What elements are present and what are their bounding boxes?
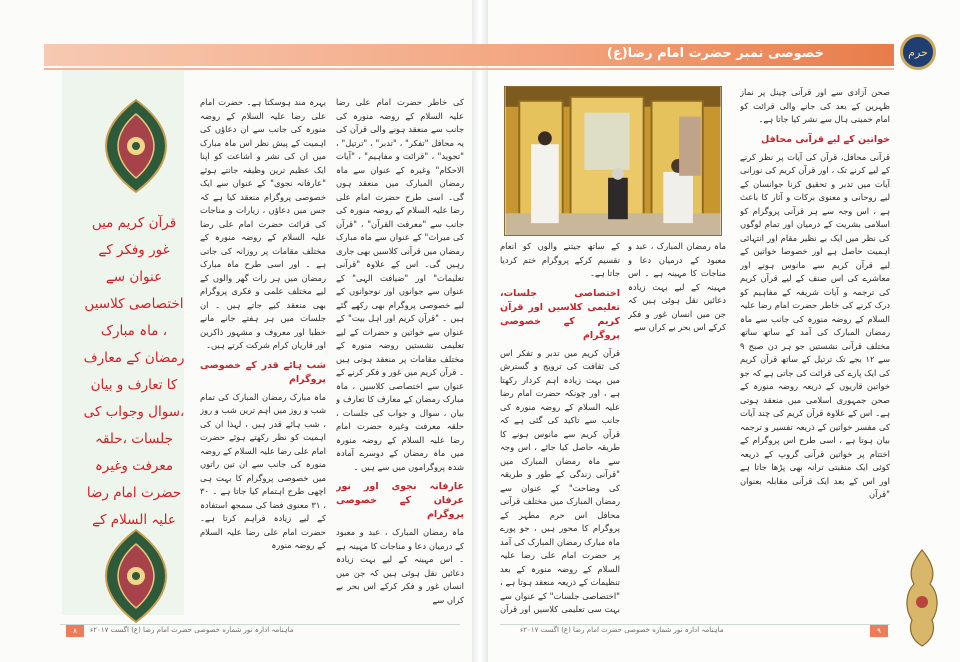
shrine-photo	[504, 86, 722, 236]
page-gutter	[472, 0, 488, 662]
shrine-logo	[900, 34, 936, 70]
right-page-number: ۹	[870, 625, 888, 637]
column-2b-body: ماہ رمضان المبارک ، عبد و معبود کے درمیان دعا و مناجات کا مہینہ ہے ۔ اس مہینہ کے لیے بہت زیادہ دعائیں نقل ہوئی ہیں کہ جن میں انسان غور و فکر کرکے اس بحر بے کراں سے	[628, 241, 726, 332]
ornament-medallion-bottom-icon	[100, 528, 172, 624]
ornament-medallion-icon	[100, 98, 172, 194]
column-2-heading: اختصاصی جلسات، تعلیمی کلاسیں اور قرآن کریم کے خصوصی پروگرام	[500, 287, 620, 341]
pull-quote: قرآن کریم میں غور وفکر کے عنوان سے اختصاصی کلاسیں ، ماہ مبارک رمضان کے معارف کا تعارف و بیان ،سوال وجواب کی جلسات ،حلقہ معرفت وغیرہ حضرت امام رضا علیہ السلام کے	[83, 215, 185, 528]
left-page-number: ۸	[66, 625, 84, 637]
column-1-heading: خواتین کے لیے قرآنی محافل	[761, 133, 890, 145]
column-4-body: بہرہ مند ہوسکتا ہے۔ حضرت امام علی رضا علیہ السلام کے روضہ منورہ کی جانب سے ان دعاؤں کی اہمیت کے پیش نظر اس ماہ مبارک میں ان کی نشر و اشاعت کو اپنا ایک عظیم ترین وظیفہ جانتے ہوئے "عارفانہ نجوی" کے عنوان سے ایک خصوصی پروگرام منعقد کیا ہے کہ جس میں دعاؤں ، زیارات و مناجات کی قرائت حضرت امام علی رضا علیہ السلام کے روضہ منورہ کے مختلف مقامات پر روزانہ کی جاتی ہے ۔ اور اسی طرح ماہ مبارک رمضان میں ہر رات گھر والوں کے لیے مختلف علمی و فکری پروگرام بھی منعقد کیے جاتے ہیں ۔ ان جلسات میں ہر ہفتے جانے مانے خطبا اور معروف و مشہور ذاکرین اور قاریان کرام شرکت کرتے ہیں۔	[200, 97, 326, 350]
column-4	[200, 96, 326, 616]
column-1-body: قرآنی محافل، قرآن کی آیات پر نظر کرنے کے لیے کرنے تک ، اور قرآن کریم کی نورانی آیات میں تدبر و تحقیق کرنا جوانسان کے لیے روحانی و معنوی برکات و آثار کا باعث ہے ، اس وجہ سے ہر قرآنی پروگرام کو اسلامی بشریت کے درمیان اور تمام لوگوں کی نظر میں ایک بے نظیر مقام اور انتہائی اہمیت حاصل ہے اور خصوصا خواتین کے لیے قرآن کریم سے مانوس ہونے اور معاشرے کی اس صنف کے لیے قرآن کریم کی ترجمہ و آیات شریفہ کے مفاہیم کو درک کرنے کی خاطر حضرت امام رضا علیہ السلام کے روضہ منورہ کی جانب سے ماہ رمضان المبارک کی آمد کے ساتھ ساتھ مختلف قرآنی نشستیں جو ہر دن صبح ۹ سے ۱۲ بجے تک ترتیل کے ساتھ قرآن کریم کی ایک پارے کی قرائت کی جاتی ہے کہ جو خواتین قاریوں کے ذریعہ روضہ منورہ کے صحن جمہوری اسلامی میں منعقد ہوتی ہے۔ اس کے علاوہ قرآن کریم کی چند آیات کی مفسر خواتین کے ذریعہ تفسیر و ترجمہ بیان ہوتا ہے ، اسی طرح اس پروگرام کے اختتام پر خواتین قرآنی گروپ کے ذریعہ کوئی ایک منقبتی ترانہ بھی پڑھا جاتا ہے اور اس کے بعد ایک قرآنی مقابلہ بعنوان "قرآن	[740, 151, 890, 499]
column-3	[336, 96, 464, 616]
column-3-heading: عارفانہ نجوی اور نور عرفان کے خصوصی پروگرام	[336, 481, 464, 520]
section-title: خصوصی نمبر حضرت امام رضا(ع)	[606, 46, 824, 61]
ornament-vase-icon	[902, 548, 942, 648]
column-3-body: کی خاطر حضرت امام علی رضا علیہ السلام کے روضہ منورہ کی جانب سے منعقد ہونے والی قرآن کی یہ محافل "تفکر" ، "تدبر" ، "ترتیل" ، "تجوید" ، "قرائت و مفاہیم" ، "آیات الاحکام" وغیرہ کے عنوان سے ماہ رمضان المبارک میں منعقد ہوں گی۔ اسی طرح حضرت امام علی رضا علیہ السلام کے روضہ منورہ کی جانب سے "معرفت القرآن" ، "قرآن کی میراث" کے عنوان سے ماہ مبارک رمضان میں قرآنی کلاسیں بھی جاری رہیں گی۔ اس کے علاوہ "قرآنی تعلیمات" اور "ضیافت الہی" کے عنوان سے جوانوں اور نوجوانوں کے لیے خصوصی پروگرام بھی رکھے گئے ہیں ۔ "قرآن کریم اور اہل بیت" کے عنوان سے خواتین و حضرات کے لیے تعلیمی نشستیں روضہ منورہ کے مختلف مقامات پر منعقد ہوتی ہیں ۔ قرآن کریم میں غور و فکر کرنے کے عنوان سے اختصاصی کلاسیں ، ماہ مبارک رمضان کے معارف کا تعارف و بیان ، سوال و جواب کی جلسات ، حلقہ معرفت وغیرہ حضرت امام رضا علیہ السلام کے روضہ منورہ میں ماہ رمضان کے دوسرے آمادہ شدہ پروگراموں میں سے ہیں ۔	[336, 97, 464, 472]
right-footer-text: ماہنامہ ادارہ نور شماره خصوصی حضرت امام رضا (ع) اگست ۲۰۱۷ء	[520, 626, 724, 634]
header-rule	[44, 68, 894, 70]
column-4-heading: شب ہائے قدر کے خصوصی پروگرام	[200, 359, 326, 385]
column-2-body: قرآن کریم میں تدبر و تفکر اس کی ثقافت کی ترویج و گسترش میں بہت زیادہ اہم کردار رکھتا ہے ، اور چونکہ حضرت امام رضا علیہ السلام کے روضہ منورہ کی جانب سے تاکید کی گئی ہے کہ قرآن کریم سے مانوس ہونے کا طریقہ حاصل کیا جائے ، اس وجہ سے ماہ رمضان المبارک میں "قرآنی زندگی کے طور و طریقہ کی وضاحت" کے عنوان سے رمضان المبارک میں مختلف قرآنی محافل اس حرم مطہر کے پروگرام کا محور ہیں ، جو پورے ماہ مبارک رمضان المبارک کی آمد پر حضرت امام علی رضا علیہ السلام کے روضہ منورہ کے بعد تنظیمات کے ذریعہ منعقد ہوتا ہے ، "اختصاصی جلسات" کے عنوان سے بہت سی تعلیمی کلاسیں اور قرآن	[500, 347, 620, 614]
column-3-tail: ماہ رمضان المبارک ، عبد و معبود کے درمیان دعا و مناجات کا مہینہ ہے ۔ اس مہینہ کے لیے بہت زیادہ دعائیں نقل ہوئی ہیں کہ جن میں انسان غور و فکر کرکے اس بحر بے کراں سے	[336, 527, 464, 605]
right-footer-rule	[500, 624, 890, 625]
logo-text: حرم	[908, 45, 928, 59]
column-2-intro: کے ساتھ جیتنے والوں کو انعام تقسیم کرکے پروگرام ختم کردیا جاتا ہے۔	[500, 241, 620, 278]
column-1-intro: صحن آزادی سے اور قرآنی چینل پر نماز ظہرین کے بعد کی جانے والی قرائت کو امام خمینی ہال سے نشر کیا جاتا ہے۔	[740, 87, 890, 124]
column-2b	[628, 240, 726, 616]
left-footer-text: ماہنامہ ادارہ نور شماره خصوصی حضرت امام رضا (ع) اگست ۲۰۱۷ء	[90, 626, 294, 634]
column-1	[740, 86, 890, 616]
left-footer-rule	[60, 624, 460, 625]
column-4-tail: ماہ مبارک رمضان المبارک کی تمام شب و روز میں اہم ترین شب و روز ، شب ہائے قدر ہیں ، لہذا ان کی اہمیت کو نظر رکھتے ہوئے حضرت امام علی رضا علیہ السلام کے روضہ منورہ کی جانب سے ان تین راتوں میں خصوصی پروگرام کا بہت ہی اچھی طرح اہتمام کیا جاتا ہے ۔ ۳۰ ، ۳۱ معنوی فضا کی سمجھ استفادہ کے لیے زیادہ فراہم کرتا ہے۔ حضرت امام علی رضا علیہ السلام کے روضہ منورہ	[200, 391, 326, 550]
column-2	[500, 240, 620, 616]
